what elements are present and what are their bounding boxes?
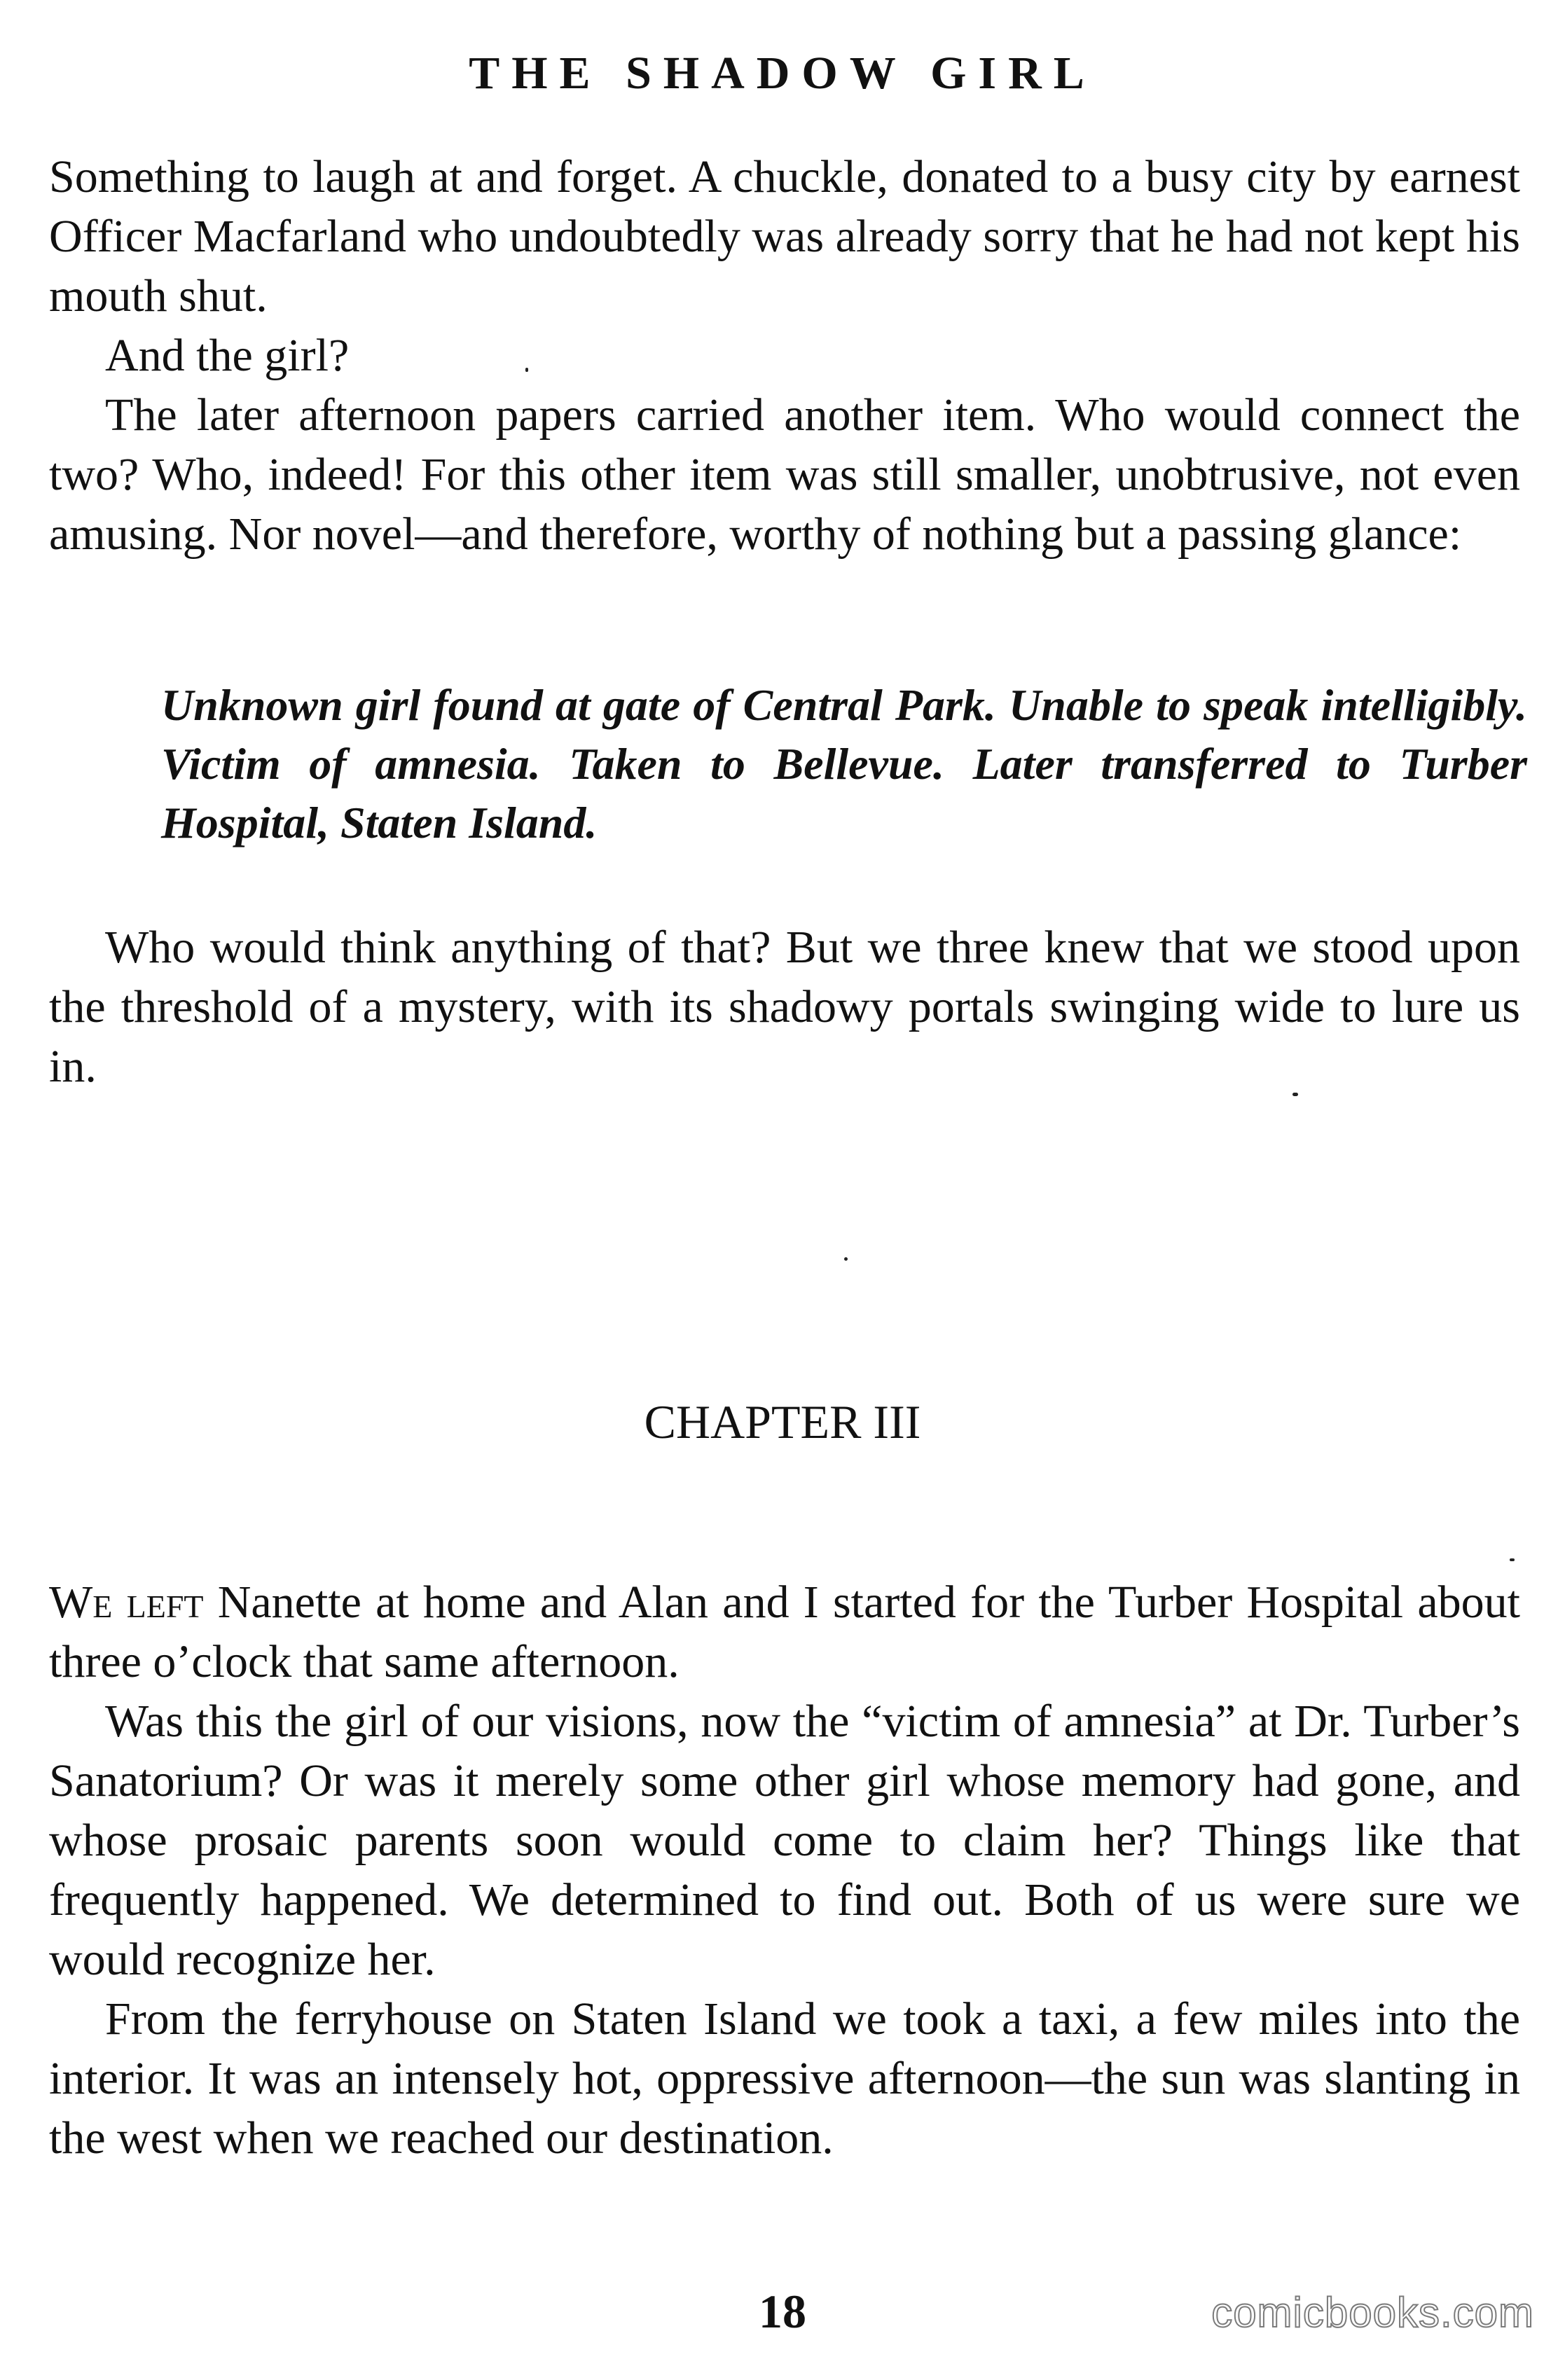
chapter-first-paragraph [49,1572,1520,1691]
print-speck [525,368,528,372]
after-item-text [49,918,1520,1096]
print-speck [844,1257,848,1261]
paragraph: Something to laugh at and forget. A chuckle, donated to a busy city by earnest Officer Macfarland who undoubtedly was already sorry that he had not kept his mouth shut. [49,151,1520,321]
chapter-title: CHAPTER III [644,1395,921,1448]
running-title: THE SHADOW GIRL [469,48,1096,99]
news-item-quote: Unknown girl found at gate of Central Park. Unable to speak intelligibly. Victim of amnesia. Taken to Bellevue. Later transferred to Turber Hospital, Staten Island. [161,680,1527,847]
paragraph: And the girl? [105,330,350,381]
page-number: 18 [759,2285,806,2338]
chapter-lead-words: We left [49,1577,204,1628]
print-speck [1292,1093,1298,1096]
chapter-first-paragraph-rest: Nanette at home and Alan and I started for the Turber Hospital about three o’clock that same afternoon. [49,1577,1520,1687]
chapter-text [49,1572,1520,2168]
paragraph: Was this the girl of our visions, now the “victim of amnesia” at Dr. Turber’s Sanatorium? Or was it merely some other girl whose memory had gone, and whose prosaic parents soon would come to claim her? Things like that frequently happened. We determined to find out. Both of us were sure we would recognize her. [49,1696,1520,1985]
paragraph: From the ferryhouse on Staten Island we took a taxi, a few miles into the interior. It was an intensely hot, oppressive afternoon—the sun was slanting in the west when we reached our destination. [49,1993,1520,2164]
paragraph: The later afternoon papers carried another item. Who would connect the two? Who, indeed! For this other item was still smaller, unobtrusive, not even amusing. Nor novel—and therefore, worthy of nothing but a passing glance: [49,389,1520,560]
watermark-logo: comicbooks.com [1211,2289,1534,2336]
opening-text [49,147,1520,564]
print-speck [1510,1558,1515,1561]
paragraph: Who would think anything of that? But we three knew that we stood upon the threshold of a mystery, with its shadowy portals swinging wide to lure us in. [49,922,1520,1092]
